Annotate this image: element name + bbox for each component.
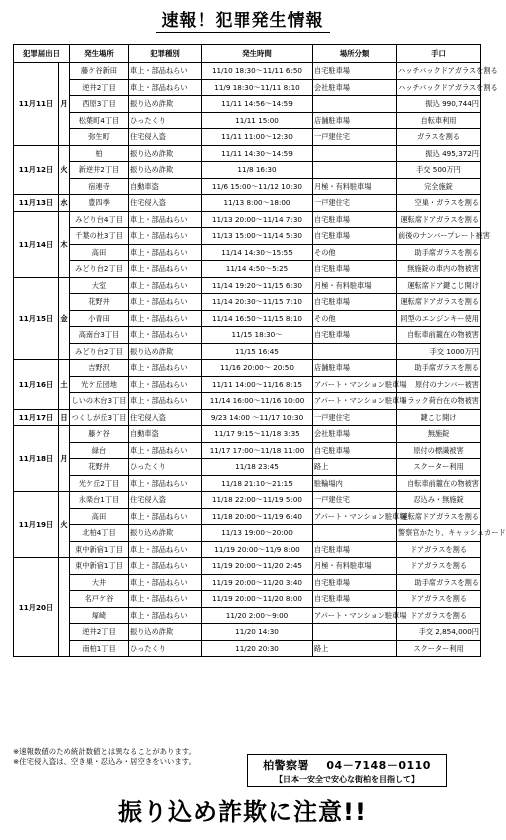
method-cell: 手交 500万円 xyxy=(397,162,481,179)
report-date: 11月17日 xyxy=(14,409,59,426)
location-type-cell: 路上 xyxy=(313,640,397,657)
time-cell: 11/13 15:00～11/14 5:30 xyxy=(202,228,313,245)
table-row xyxy=(14,459,481,476)
crime-type-cell: 振り込め詐欺 xyxy=(129,162,202,179)
method-cell: 振込 990,744円 xyxy=(397,96,481,113)
method-cell: ドアガラスを割る xyxy=(397,558,481,575)
time-cell: 11/6 15:00～11/12 10:30 xyxy=(202,178,313,195)
table-row xyxy=(14,360,481,377)
location-type-cell: アパート・マンション駐車場 xyxy=(313,607,397,624)
day-of-week: 火 xyxy=(59,145,70,195)
time-cell: 11/13 8:00～18:00 xyxy=(202,195,313,212)
time-cell: 11/14 16:50～11/15 8:10 xyxy=(202,310,313,327)
time-cell: 11/13 19:00～20:00 xyxy=(202,525,313,542)
location-type-cell: 月極・有料駐車場 xyxy=(313,277,397,294)
place-cell: 緑台 xyxy=(70,442,129,459)
footnote: ※速報数値のため統計数値とは異なることがあります。 xyxy=(13,747,196,756)
place-cell: 花野井 xyxy=(70,459,129,476)
crime-type-cell: 振り込め詐欺 xyxy=(129,343,202,360)
crime-type-cell: 車上・部品ねらい xyxy=(129,310,202,327)
page-title: 速報！犯罪発生情報 xyxy=(0,6,485,31)
time-cell: 11/15 18:30～ xyxy=(202,327,313,344)
place-cell: 高田 xyxy=(70,508,129,525)
time-cell: 11/18 23:45 xyxy=(202,459,313,476)
time-cell: 11/17 9:15～11/18 3:35 xyxy=(202,426,313,443)
crime-type-cell: 振り込め詐欺 xyxy=(129,145,202,162)
place-cell: 柏 xyxy=(70,145,129,162)
table-row xyxy=(14,162,481,179)
table-row xyxy=(14,277,481,294)
footnotes xyxy=(13,747,196,767)
place-cell: みどり台4丁目 xyxy=(70,211,129,228)
time-cell: 11/18 21:10～21:15 xyxy=(202,475,313,492)
crime-type-cell: 車上・部品ねらい xyxy=(129,228,202,245)
method-cell: 原付の標識被害 xyxy=(397,442,481,459)
place-cell: 名戸ケ谷 xyxy=(70,591,129,608)
time-cell: 11/15 16:45 xyxy=(202,343,313,360)
table-row xyxy=(14,211,481,228)
method-cell: 忍込み・無施錠 xyxy=(397,492,481,509)
location-type-cell: 一戸建住宅 xyxy=(313,195,397,212)
time-cell: 11/18 22:00～11/19 5:00 xyxy=(202,492,313,509)
method-cell: 自転車前籠在の物被害 xyxy=(397,327,481,344)
table-row xyxy=(14,393,481,410)
table-row xyxy=(14,558,481,575)
day-of-week: 月 xyxy=(59,426,70,492)
table-row xyxy=(14,442,481,459)
crime-type-cell: 車上・部品ねらい xyxy=(129,261,202,278)
header-crime-type: 犯罪種別 xyxy=(129,45,202,63)
day-of-week: 土 xyxy=(59,360,70,410)
method-cell: 空巣・ガラスを割る xyxy=(397,195,481,212)
location-type-cell xyxy=(313,343,397,360)
method-cell: 助手席ガラスを割る xyxy=(397,244,481,261)
crime-type-cell: 住宅侵入盗 xyxy=(129,409,202,426)
time-cell: 11/19 20:00～11/20 8:00 xyxy=(202,591,313,608)
table-row xyxy=(14,228,481,245)
table-row xyxy=(14,475,481,492)
report-date: 11月11日 xyxy=(14,63,59,146)
crime-type-cell: 自動車盗 xyxy=(129,426,202,443)
table-row xyxy=(14,591,481,608)
table-row xyxy=(14,261,481,278)
report-date: 11月12日 xyxy=(14,145,59,195)
day-of-week: 火 xyxy=(59,492,70,558)
crime-type-cell: 車上・部品ねらい xyxy=(129,327,202,344)
method-cell: 完全施錠 xyxy=(397,178,481,195)
report-date: 11月13日 xyxy=(14,195,59,212)
location-type-cell: 一戸建住宅 xyxy=(313,492,397,509)
method-cell: ドアガラスを割る xyxy=(397,541,481,558)
method-cell: ガラスを割る xyxy=(397,129,481,146)
place-cell: 高田 xyxy=(70,244,129,261)
method-cell: 運転席ドアガラスを割る xyxy=(397,508,481,525)
report-date: 11月18日 xyxy=(14,426,59,492)
crime-type-cell: 車上・部品ねらい xyxy=(129,277,202,294)
place-cell: 高南台3丁目 xyxy=(70,327,129,344)
header-report-date: 犯罪届出日 xyxy=(14,45,70,63)
crime-type-cell: 車上・部品ねらい xyxy=(129,591,202,608)
location-type-cell: 会社駐車場 xyxy=(313,426,397,443)
place-cell: 永楽台1丁目 xyxy=(70,492,129,509)
time-cell: 11/11 14:00～11/16 8:15 xyxy=(202,376,313,393)
report-date: 11月20日 xyxy=(14,558,59,657)
method-cell: 前後のナンバープレート被害 xyxy=(397,228,481,245)
place-cell: 花野井 xyxy=(70,294,129,311)
time-cell: 11/19 20:00～11/9 8:00 xyxy=(202,541,313,558)
time-cell: 11/14 20:30～11/15 7:10 xyxy=(202,294,313,311)
table-row xyxy=(14,624,481,641)
method-cell: スクーター利用 xyxy=(397,459,481,476)
crime-type-cell: 車上・部品ねらい xyxy=(129,475,202,492)
crime-type-cell: 車上・部品ねらい xyxy=(129,558,202,575)
table-row xyxy=(14,195,481,212)
method-cell: 運転席ドアガラスを割る xyxy=(397,294,481,311)
crime-type-cell: 振り込め詐欺 xyxy=(129,624,202,641)
time-cell: 11/13 20:00～11/14 7:30 xyxy=(202,211,313,228)
location-type-cell: 自宅駐車場 xyxy=(313,541,397,558)
method-cell: ドアガラスを割る xyxy=(397,607,481,624)
police-line xyxy=(248,757,446,773)
method-cell: 自転車利用 xyxy=(397,112,481,129)
location-type-cell: 月極・有料駐車場 xyxy=(313,178,397,195)
method-cell: 運転席ドア鍵こじ開け xyxy=(397,277,481,294)
place-cell: 弥生町 xyxy=(70,129,129,146)
location-type-cell: 自宅駐車場 xyxy=(313,327,397,344)
police-motto: 【日本一安全で安心な街柏を目指して】 xyxy=(275,775,419,784)
crime-type-cell: 振り込め詐欺 xyxy=(129,525,202,542)
crime-type-cell: 車上・部品ねらい xyxy=(129,541,202,558)
table-row xyxy=(14,508,481,525)
table-row xyxy=(14,376,481,393)
place-cell: 藤ケ谷 xyxy=(70,426,129,443)
crime-type-cell: 住宅侵入盗 xyxy=(129,195,202,212)
method-cell: 無施錠 xyxy=(397,426,481,443)
time-cell: 11/11 14:30～14:59 xyxy=(202,145,313,162)
crime-type-cell: 車上・部品ねらい xyxy=(129,442,202,459)
table-row xyxy=(14,294,481,311)
time-cell: 11/19 20:00～11/20 3:40 xyxy=(202,574,313,591)
location-type-cell xyxy=(313,96,397,113)
place-cell: 吉野沢 xyxy=(70,360,129,377)
header-method: 手口 xyxy=(397,45,481,63)
method-cell: 振込 495,372円 xyxy=(397,145,481,162)
method-cell: 自転車前籠在の物被害 xyxy=(397,475,481,492)
place-cell: しいの木台3丁目 xyxy=(70,393,129,410)
crime-type-cell: 振り込め詐欺 xyxy=(129,96,202,113)
time-cell: 11/11 11:00～12:30 xyxy=(202,129,313,146)
table-row xyxy=(14,63,481,80)
time-cell: 11/20 20:30 xyxy=(202,640,313,657)
table-row xyxy=(14,79,481,96)
footnote: ※住宅侵入盗は、空き巣・忍込み・居空きをいいます。 xyxy=(13,757,196,766)
table-row xyxy=(14,426,481,443)
method-cell: 助手席ガラスを割る xyxy=(397,360,481,377)
location-type-cell: 自宅駐車場 xyxy=(313,591,397,608)
header-location-type: 場所分類 xyxy=(313,45,397,63)
time-cell: 11/10 18:30～11/11 6:50 xyxy=(202,63,313,80)
location-type-cell: 路上 xyxy=(313,459,397,476)
place-cell: 小青田 xyxy=(70,310,129,327)
table-row xyxy=(14,574,481,591)
table-row xyxy=(14,310,481,327)
report-date: 11月15日 xyxy=(14,277,59,360)
place-cell: 藤ケ谷新田 xyxy=(70,63,129,80)
method-cell: スクーター利用 xyxy=(397,640,481,657)
time-cell: 11/11 14:56～14:59 xyxy=(202,96,313,113)
location-type-cell xyxy=(313,162,397,179)
crime-table xyxy=(13,44,506,657)
police-contact-box xyxy=(247,754,447,787)
time-cell: 11/20 14:30 xyxy=(202,624,313,641)
day-of-week: 月 xyxy=(59,63,70,146)
time-cell: 11/14 16:00～11/16 10:00 xyxy=(202,393,313,410)
location-type-cell: 一戸建住宅 xyxy=(313,409,397,426)
method-cell: ドアガラスを割る xyxy=(397,591,481,608)
method-cell: ハッチバックドアガラスを割る xyxy=(397,79,481,96)
police-name: 柏警察署 xyxy=(263,759,310,772)
method-cell: ハッチバックドアガラスを割る xyxy=(397,63,481,80)
crime-type-cell: 車上・部品ねらい xyxy=(129,63,202,80)
table-row xyxy=(14,640,481,657)
location-type-cell: 駐輪場内 xyxy=(313,475,397,492)
location-type-cell: 自宅駐車場 xyxy=(313,294,397,311)
time-cell: 11/9 18:30～11/11 8:10 xyxy=(202,79,313,96)
time-cell: 11/14 4:50～5:25 xyxy=(202,261,313,278)
crime-type-cell: 車上・部品ねらい xyxy=(129,294,202,311)
table-row xyxy=(14,541,481,558)
location-type-cell: 月極・有料駐車場 xyxy=(313,558,397,575)
location-type-cell: 自宅駐車場 xyxy=(313,574,397,591)
report-date: 11月19日 xyxy=(14,492,59,558)
time-cell: 11/17 17:00～11/18 11:00 xyxy=(202,442,313,459)
time-cell: 11/20 2:00～9:00 xyxy=(202,607,313,624)
method-cell: 無施錠の車内の物被害 xyxy=(397,261,481,278)
table-row xyxy=(14,244,481,261)
place-cell: 新逆井2丁目 xyxy=(70,162,129,179)
day-of-week xyxy=(59,558,70,657)
table-row xyxy=(14,343,481,360)
time-cell: 11/18 20:00～11/19 6:40 xyxy=(202,508,313,525)
time-cell: 11/14 14:30～15:55 xyxy=(202,244,313,261)
crime-type-cell: 車上・部品ねらい xyxy=(129,607,202,624)
location-type-cell: アパート・マンション駐車場 xyxy=(313,376,397,393)
table-row xyxy=(14,409,481,426)
time-cell: 11/8 16:30 xyxy=(202,162,313,179)
table-row xyxy=(14,129,481,146)
place-cell: つくしが丘3丁目 xyxy=(70,409,129,426)
day-of-week: 水 xyxy=(59,195,70,212)
location-type-cell: 会社駐車場 xyxy=(313,79,397,96)
table-row xyxy=(14,327,481,344)
crime-type-cell: 車上・部品ねらい xyxy=(129,574,202,591)
crime-type-cell: 車上・部品ねらい xyxy=(129,360,202,377)
location-type-cell xyxy=(313,145,397,162)
crime-type-cell: ひったくり xyxy=(129,459,202,476)
report-date: 11月14日 xyxy=(14,211,59,277)
location-type-cell xyxy=(313,525,397,542)
location-type-cell: 店舗駐車場 xyxy=(313,360,397,377)
table-row xyxy=(14,492,481,509)
table-row xyxy=(14,607,481,624)
place-cell: 東中新宿1丁目 xyxy=(70,558,129,575)
crime-type-cell: 車上・部品ねらい xyxy=(129,79,202,96)
location-type-cell: 一戸建住宅 xyxy=(313,129,397,146)
police-phone: 04－7148－0110 xyxy=(326,759,431,772)
time-cell: 11/11 15:00 xyxy=(202,112,313,129)
place-cell: 光ケ丘団地 xyxy=(70,376,129,393)
crime-type-cell: 住宅侵入盗 xyxy=(129,129,202,146)
place-cell: みどり台2丁目 xyxy=(70,261,129,278)
time-cell: 11/16 20:00～ 20:50 xyxy=(202,360,313,377)
day-of-week: 金 xyxy=(59,277,70,360)
header-time: 発生時間 xyxy=(202,45,313,63)
place-cell: 松葉町4丁目 xyxy=(70,112,129,129)
slogan: 振り込め詐欺に注意!! xyxy=(118,798,367,826)
time-cell: 9/23 14:00 ～11/17 10:30 xyxy=(202,409,313,426)
place-cell: 逆井2丁目 xyxy=(70,79,129,96)
location-type-cell: 店舗駐車場 xyxy=(313,112,397,129)
place-cell: 北柏4丁目 xyxy=(70,525,129,542)
table-row xyxy=(14,145,481,162)
method-cell: 手交 1000万円 xyxy=(397,343,481,360)
place-cell: 大室 xyxy=(70,277,129,294)
method-cell: トラック荷台在の物被害 xyxy=(397,393,481,410)
place-cell: 南柏1丁目 xyxy=(70,640,129,657)
crime-type-cell: 車上・部品ねらい xyxy=(129,393,202,410)
place-cell: みどり台2丁目 xyxy=(70,343,129,360)
place-cell: 豊四季 xyxy=(70,195,129,212)
location-type-cell: 自宅駐車場 xyxy=(313,63,397,80)
table-header-row xyxy=(14,45,481,63)
time-cell: 11/19 20:00～11/20 2:45 xyxy=(202,558,313,575)
table-row xyxy=(14,525,481,542)
place-cell: 千葉の杜3丁目 xyxy=(70,228,129,245)
location-type-cell: 自宅駐車場 xyxy=(313,228,397,245)
method-cell: 原付のナンバー被害 xyxy=(397,376,481,393)
crime-type-cell: 自動車盗 xyxy=(129,178,202,195)
place-cell: 東中新宿1丁目 xyxy=(70,541,129,558)
time-cell: 11/14 19:20～11/15 6:30 xyxy=(202,277,313,294)
method-cell: 手交 2,854,000円 xyxy=(397,624,481,641)
location-type-cell: 自宅駐車場 xyxy=(313,442,397,459)
crime-type-cell: 車上・部品ねらい xyxy=(129,244,202,261)
location-type-cell: 自宅駐車場 xyxy=(313,211,397,228)
location-type-cell: 自宅駐車場 xyxy=(313,261,397,278)
crime-type-cell: ひったくり xyxy=(129,112,202,129)
method-cell: 警察官かたり、キャッシュカード xyxy=(397,525,481,542)
day-of-week: 日 xyxy=(59,409,70,426)
location-type-cell: その他 xyxy=(313,310,397,327)
crime-type-cell: 車上・部品ねらい xyxy=(129,508,202,525)
table-row xyxy=(14,112,481,129)
method-cell: 助手席ガラスを割る xyxy=(397,574,481,591)
table-row xyxy=(14,178,481,195)
crime-type-cell: 車上・部品ねらい xyxy=(129,376,202,393)
report-date: 11月16日 xyxy=(14,360,59,410)
location-type-cell: その他 xyxy=(313,244,397,261)
location-type-cell: アパート・マンション駐車場 xyxy=(313,393,397,410)
header-place: 発生場所 xyxy=(70,45,129,63)
place-cell: 大井 xyxy=(70,574,129,591)
method-cell: 運転席ドアガラスを割る xyxy=(397,211,481,228)
crime-type-cell: 車上・部品ねらい xyxy=(129,211,202,228)
place-cell: 宿連寺 xyxy=(70,178,129,195)
table-body xyxy=(14,63,506,657)
place-cell: 逆井2丁目 xyxy=(70,624,129,641)
place-cell: 西原3丁目 xyxy=(70,96,129,113)
crime-type-cell: ひったくり xyxy=(129,640,202,657)
table-row xyxy=(14,96,481,113)
day-of-week: 木 xyxy=(59,211,70,277)
place-cell: 塚崎 xyxy=(70,607,129,624)
place-cell: 光ケ丘2丁目 xyxy=(70,475,129,492)
crime-type-cell: 住宅侵入盗 xyxy=(129,492,202,509)
method-cell: 同型のエンジンキー使用 xyxy=(397,310,481,327)
location-type-cell: アパート・マンション駐車場 xyxy=(313,508,397,525)
method-cell: 鍵こじ開け xyxy=(397,409,481,426)
location-type-cell xyxy=(313,624,397,641)
